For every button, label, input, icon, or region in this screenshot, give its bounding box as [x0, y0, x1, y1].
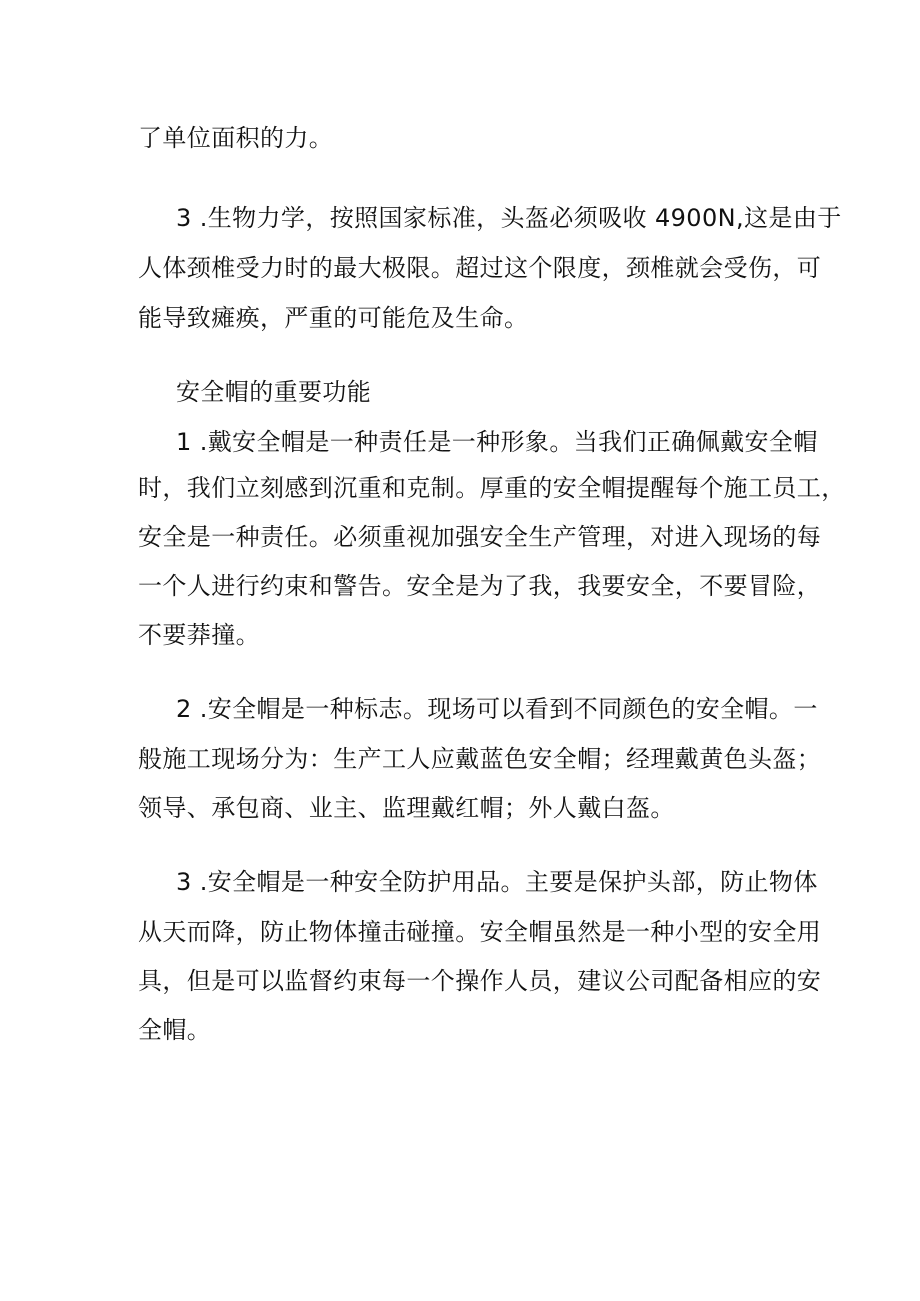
paragraph-line: 能导致瘫痪，严重的可能危及生命。 — [138, 304, 529, 332]
paragraph-line: 时，我们立刻感到沉重和克制。厚重的安全帽提醒每个施工员工， — [138, 474, 846, 502]
paragraph-line: 安全是一种责任。必须重视加强安全生产管理，对进入现场的每 — [138, 523, 822, 551]
paragraph-line: 不要莽撞。 — [138, 621, 260, 649]
paragraph-line: 人体颈椎受力时的最大极限。超过这个限度，颈椎就会受伤，可 — [138, 254, 822, 282]
paragraph-intro-tail: 了单位面积的力。 — [138, 124, 334, 152]
paragraph-line: 般施工现场分为：生产工人应戴蓝色安全帽；经理戴黄色头盔； — [138, 745, 822, 773]
paragraph-line: 1 .戴安全帽是一种责任是一种形象。当我们正确佩戴安全帽 — [176, 428, 818, 456]
paragraph-line: 2 .安全帽是一种标志。现场可以看到不同颜色的安全帽。一 — [176, 695, 818, 723]
section-heading: 安全帽的重要功能 — [176, 378, 372, 406]
paragraph-line: 具，但是可以监督约束每一个操作人员，建议公司配备相应的安 — [138, 967, 822, 995]
paragraph-line: 一个人进行约束和警告。安全是为了我，我要安全，不要冒险， — [138, 572, 822, 600]
paragraph-line: 从天而降，防止物体撞击碰撞。安全帽虽然是一种小型的安全用 — [138, 918, 822, 946]
paragraph-line: 3 .安全帽是一种安全防护用品。主要是保护头部，防止物体 — [176, 868, 818, 896]
paragraph-line: 领导、承包商、业主、监理戴红帽；外人戴白盔。 — [138, 794, 675, 822]
paragraph-line: 全帽。 — [138, 1016, 212, 1044]
paragraph-line: 3 .生物力学，按照国家标准，头盔必须吸收 4900N,这是由于 — [176, 204, 842, 232]
